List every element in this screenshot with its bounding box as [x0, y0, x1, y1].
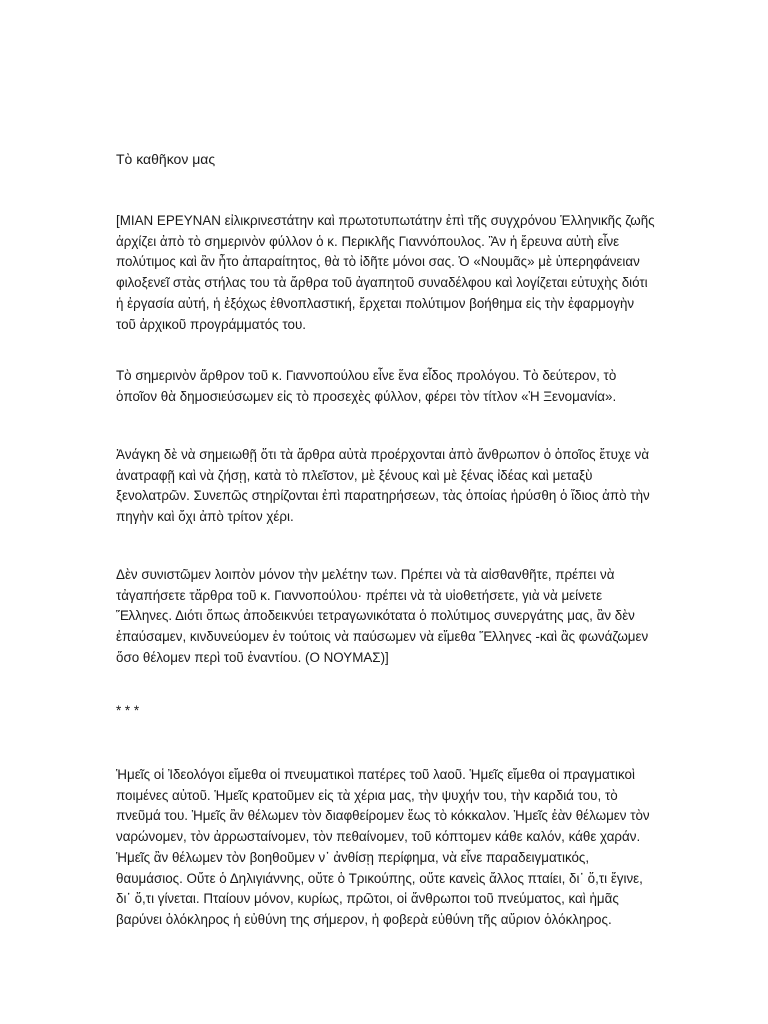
text-line: βαρύνει ὁλόκληρος ἡ εὐθύνη της σήμερον, ἡ φοβερὰ εὐθύνη τῆς αὔριον ὁλόκληρος. — [116, 911, 612, 927]
text-line: Ἀνάγκη δὲ νὰ σημειωθῇ ὅτι τὰ ἄρθρα αὐτὰ προέρχονται ἀπὸ ἄνθρωπον ὁ ὁποῖος ἔτυχε νὰ — [116, 447, 650, 462]
text-line: ξενολατρῶν. Συνεπῶς στηρίζονται ἐπὶ παρατηρήσεων, τὰς ὁποίας ἠρύσθη ὁ ἴδιος ἀπὸ τὴν — [116, 488, 650, 504]
paragraph-recommendation — [116, 565, 664, 669]
paragraph-prologue-note — [116, 366, 664, 407]
text-line: ἀνατραφῇ καὶ νὰ ζήσῃ, κατὰ τὸ πλεῖστον, μὲ ξένους καὶ μὲ ξένας ἰδέας καὶ μεταξὺ — [116, 467, 593, 483]
text-line: [ΜΙΑΝ ΕΡΕΥΝΑΝ εἰλικρινεστάτην καὶ πρωτοτυπωτάτην ἐπὶ τῆς συγχρόνου Ἑλληνικῆς ζωῆς — [116, 213, 655, 228]
text-line: Τὸ σημερινὸν ἄρθρον τοῦ κ. Γιαννοπούλου εἶνε ἕνα εἶδος προλόγου. Τὸ δεύτερον, τὸ — [116, 368, 617, 383]
text-line: τἀγαπήσετε τἄρθρα τοῦ κ. Γιαννοπούλου· πρέπει νὰ τὰ υἱοθετήσετε, γιὰ νὰ μείνετε — [116, 587, 603, 603]
text-line: πηγὴν καὶ ὄχι ἀπὸ τρίτον χέρι. — [116, 509, 294, 525]
paragraph-main-body — [116, 765, 664, 931]
page-title: Τὸ καθῆκον μας — [116, 151, 216, 167]
text-line: ἐπαύσαμεν, κινδυνεύομεν ἐν τούτοις νὰ παύσωμεν νὰ εἴμεθα Ἕλληνες -καὶ ἂς φωνάζωμεν — [116, 629, 649, 645]
text-line: ναρώνομεν, τὸν ἀρρωσταίνομεν, τὸν πεθαίνομεν, τοῦ κόπτομεν κάθε καλόν, κάθε χαράν. — [116, 829, 641, 845]
text-line: ἡ ἐργασία αὐτή, ἡ ἐξόχως ἐθνοπλαστική, ἔρχεται πολύτιμον βοήθημα εἰς τὴν ἐφαρμογὴν — [116, 295, 635, 311]
text-line: ὁποῖον θὰ δημοσιεύσωμεν εἰς τὸ προσεχὲς φύλλον, φέρει τὸν τίτλον «Ἡ Ξενομανία». — [116, 388, 617, 404]
text-line: ἀρχίζει ἀπὸ τὸ σημερινὸν φύλλον ὁ κ. Περικλῆς Γιαννόπουλος. Ἂν ἡ ἔρευνα αὐτὴ εἶνε — [116, 233, 620, 249]
paragraph-author-note — [116, 445, 664, 528]
text-line: Ἡμεῖς οἱ Ἰδεολόγοι εἴμεθα οἱ πνευματικοὶ πατέρες τοῦ λαοῦ. Ἡμεῖς εἴμεθα οἱ πραγματικοὶ — [116, 767, 635, 782]
text-line: Δὲν συνιστῶμεν λοιπὸν μόνον τὴν μελέτην των. Πρέπει νὰ τὰ αἰσθανθῆτε, πρέπει νὰ — [116, 567, 615, 582]
text-line: πνεῦμά του. Ἡμεῖς ἂν θέλωμεν τὸν διαφθείρομεν ἕως τὸ κόκκαλον. Ἡμεῖς ἐὰν θέλωμεν τὸν — [116, 808, 650, 824]
text-line: Ἕλληνες. Διότι ὅπως ἀποδεικνύει τετραγωνικότατα ὁ πολύτιμος συνεργάτης μας, ἂν δὲν — [116, 608, 635, 624]
text-line: θαυμάσιος. Οὔτε ὁ Δηλιγιάννης, οὔτε ὁ Τρικούπης, οὔτε κανεὶς ἄλλος πταίει, δι᾽ ὅ,τι ἔγινε, — [116, 870, 643, 886]
text-line: πολύτιμος καὶ ἂν ἦτο ἀπαραίτητος, θὰ τὸ ἰδῆτε μόνοι σας. Ὁ «Νουμᾶς» μὲ ὑπερηφάνειαν — [116, 254, 640, 270]
text-line: τοῦ ἀρχικοῦ προγράμματός του. — [116, 316, 307, 332]
section-separator — [116, 701, 664, 722]
text-line: ὅσο θέλομεν περὶ τοῦ ἐναντίου. (Ο ΝΟΥΜΑΣ)] — [116, 649, 389, 665]
separator-text: * * * — [116, 703, 140, 718]
text-line: ποιμένες αὐτοῦ. Ἡμεῖς κρατοῦμεν εἰς τὰ χέρια μας, τὴν ψυχήν του, τὴν καρδιά του, τὸ — [116, 787, 618, 803]
text-line: φιλοξενεῖ στὰς στήλας του τὰ ἄρθρα τοῦ ἀγαπητοῦ συναδέλφου καὶ λογίζεται εὐτυχὴς διότι — [116, 275, 648, 291]
paragraph-editorial-intro — [116, 211, 664, 335]
text-line: δι᾽ ὅ,τι γίνεται. Πταίουν μόνον, κυρίως, πρῶτοι, οἱ ἄνθρωποι τοῦ πνεύματος, καὶ ἡμᾶς — [116, 891, 619, 907]
text-line: Ἡμεῖς ἂν θέλωμεν τὸν βοηθοῦμεν ν᾽ ἀνθίσῃ περίφημα, νὰ εἶνε παραδειγματικός, — [116, 849, 590, 865]
